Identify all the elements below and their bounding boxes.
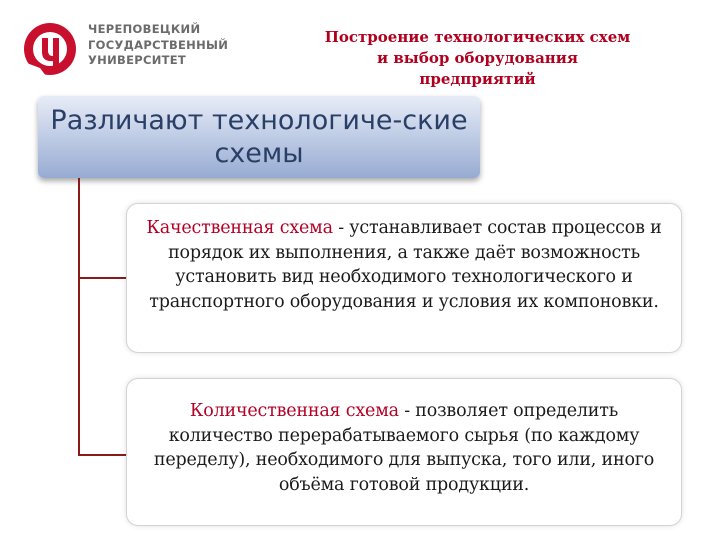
- slide-title-line: Построение технологических схем: [324, 28, 631, 46]
- university-logo-icon: [20, 18, 80, 80]
- definition-card-qualitative: [126, 203, 682, 353]
- university-name-line: УНИВЕРСИТЕТ: [88, 53, 187, 67]
- section-heading-line: Различают технологиче-ские: [50, 105, 468, 136]
- slide-title-line: и выбор оборудования: [377, 49, 578, 67]
- university-logo: [20, 18, 229, 80]
- definition-text: - позволяет определить количество перерабатываемого сырья (по каждому переделу), необходимого для выпуска, того или, иного объёма готовой продукции.: [153, 401, 655, 495]
- connector-branch: [78, 454, 128, 456]
- section-heading-line: схемы: [214, 138, 304, 169]
- connector-vertical: [78, 178, 80, 456]
- university-name: [88, 22, 228, 69]
- definition-term: Количественная схема: [189, 401, 399, 421]
- definition-term: Качественная схема: [146, 218, 333, 238]
- university-name-line: ГОСУДАРСТВЕННЫЙ: [88, 37, 229, 52]
- university-name-line: ЧЕРЕПОВЕЦКИЙ: [88, 22, 201, 36]
- connector-branch: [78, 277, 128, 279]
- slide-title-line: предприятий: [419, 70, 536, 88]
- definition-text: - устанавливает состав процессов и порядок их выполнения, а также даёт возможность установить вид необходимого технологического и транспортного оборудования и условия их компоновки.: [149, 218, 662, 312]
- definition-card-quantitative: [126, 378, 682, 526]
- section-heading: [38, 96, 480, 178]
- slide-title: [300, 27, 655, 90]
